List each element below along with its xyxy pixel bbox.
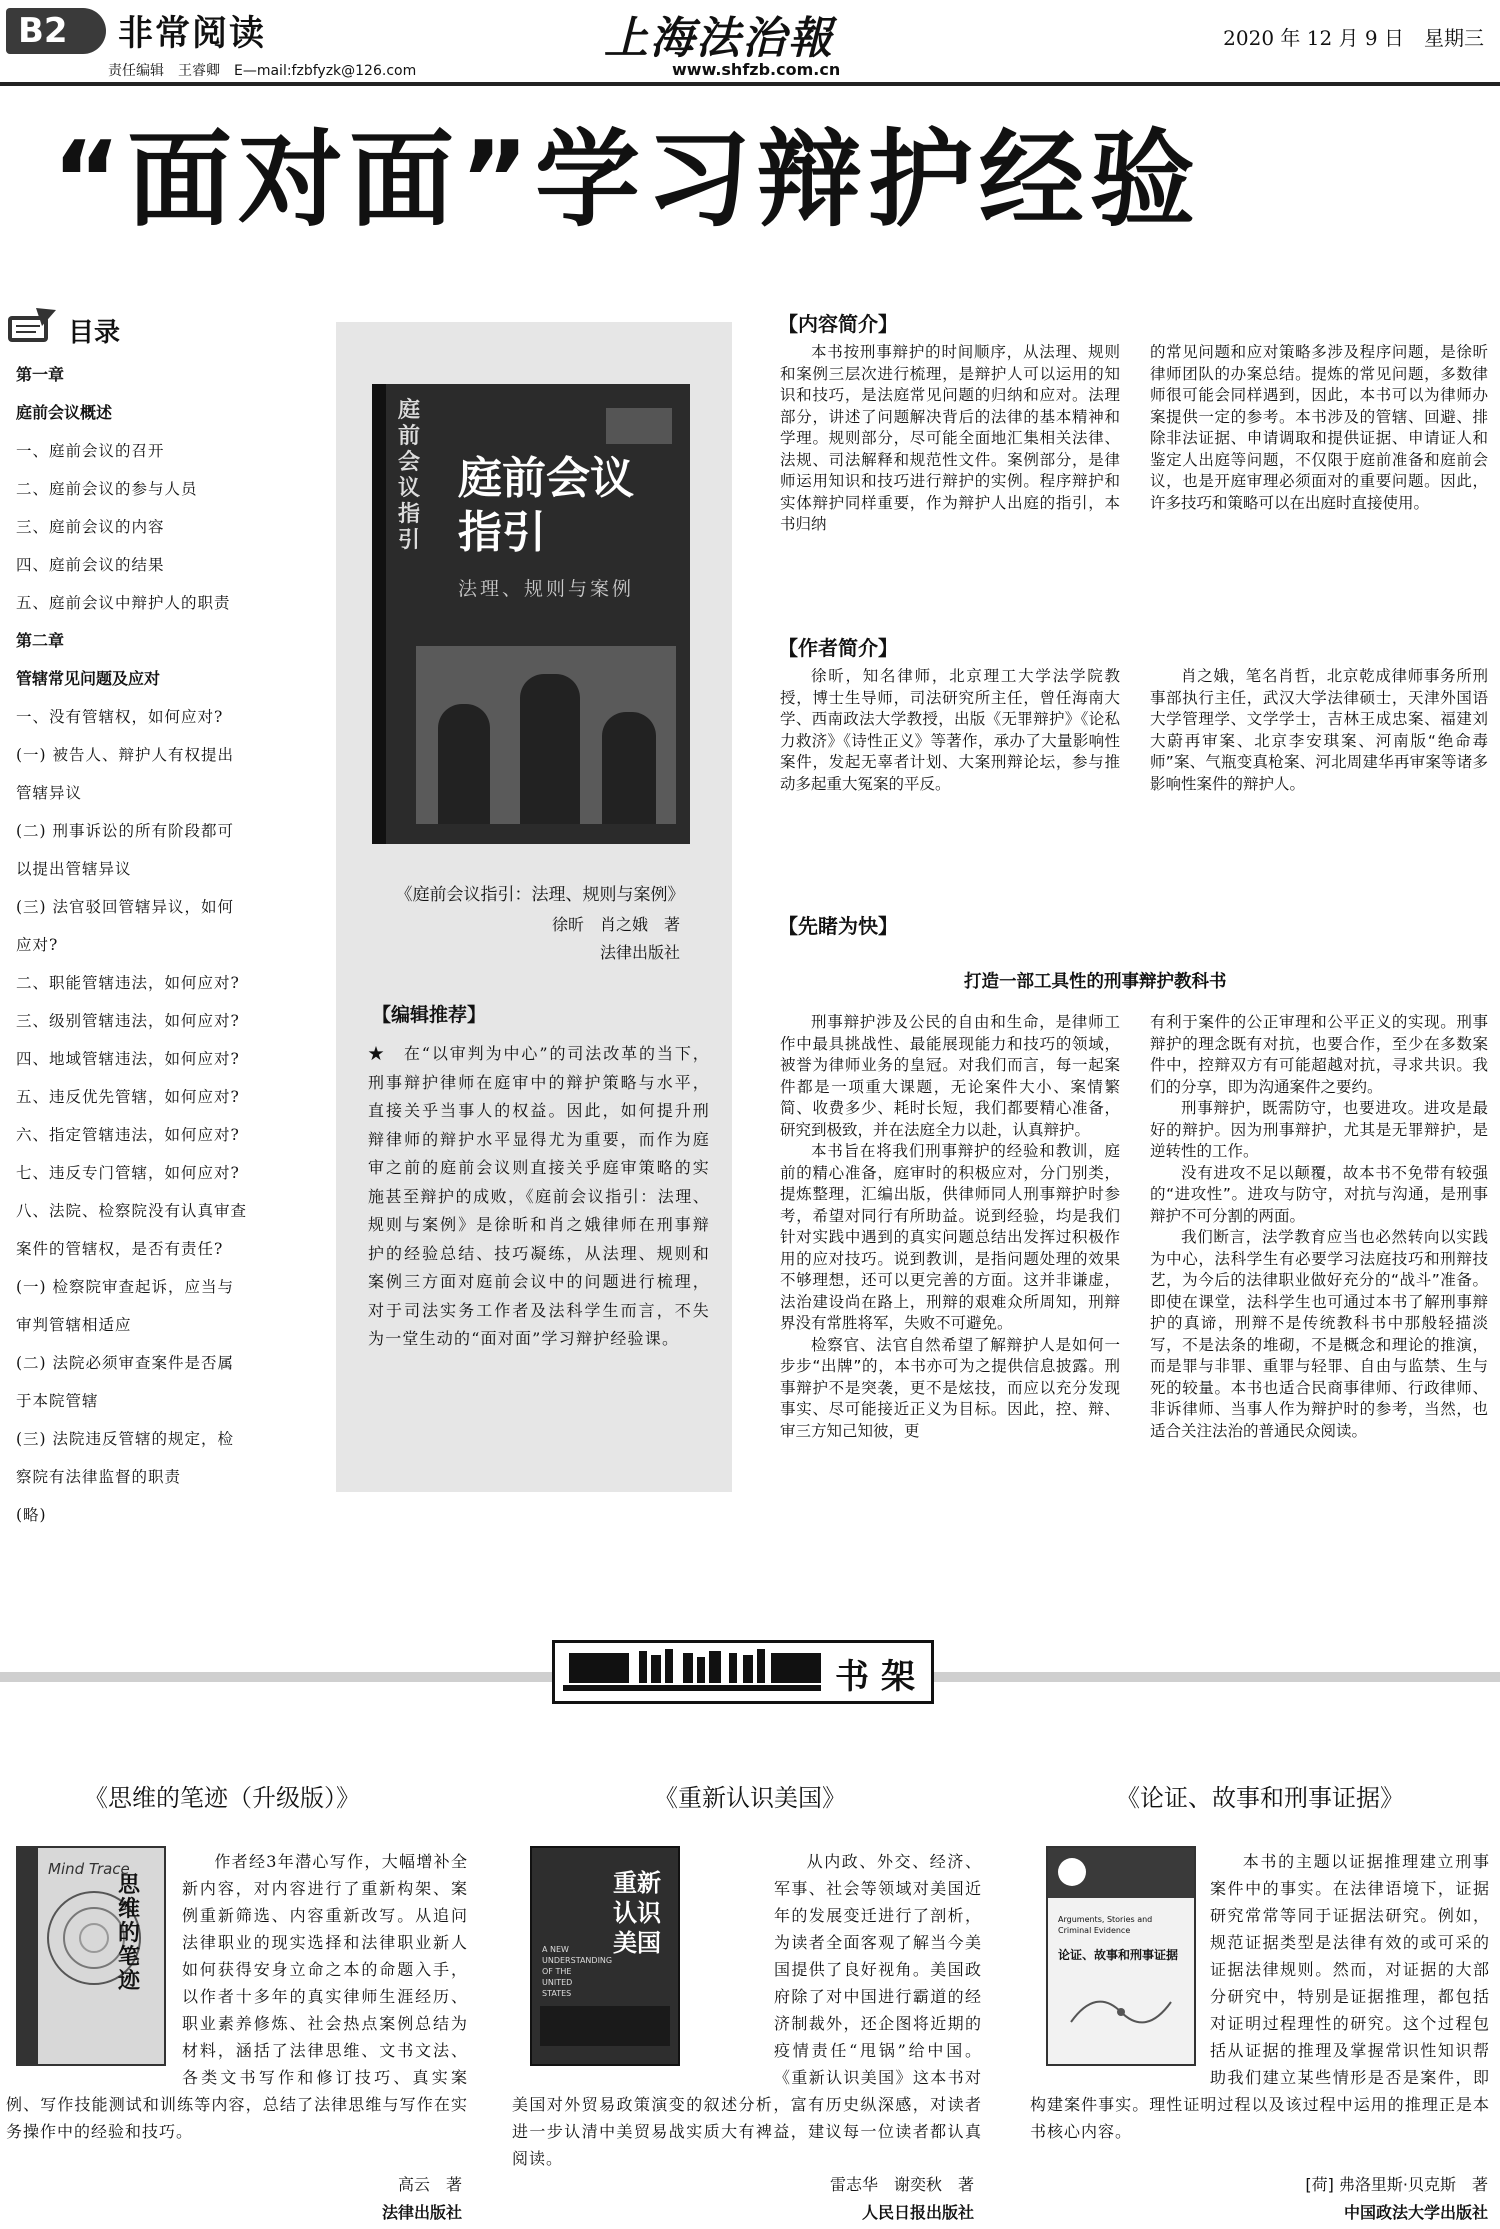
book-author: [荷] 弗洛里斯·贝克斯 著 <box>1305 2175 1488 2194</box>
cover-en-title: Arguments, Stories and Criminal Evidence <box>1058 1915 1153 1935</box>
toc-item: 八、法院、检察院没有认真审查 <box>16 1202 248 1220</box>
featured-book-publisher: 法律出版社 <box>599 943 680 962</box>
section-title: 非常阅读 <box>118 14 267 54</box>
toc-item: 以提出管辖异议 <box>16 860 132 878</box>
table-of-contents <box>16 356 278 1534</box>
preview-col2 <box>1150 1012 1488 1442</box>
toc-item: 三、庭前会议的内容 <box>16 518 165 536</box>
bookshelf-banner <box>552 1640 934 1704</box>
toc-item: 应对? <box>16 936 59 954</box>
preview-paragraph: 刑事辩护涉及公民的自由和生命，是律师工作中最具挑战性、最能展现能力和技巧的领域，被誉为律师业务的皇冠。对我们而言，每一起案件都是一项重大课题，无论案件大小、案情繁简、收费多少、耗时长短，我们都要精心准备，研究到极致，并在法庭全力以赴，认真辩护。 <box>780 1013 1120 1139</box>
toc-item: 审判管辖相适应 <box>16 1316 132 1334</box>
book-publisher: 人民日报出版社 <box>861 2203 974 2222</box>
book-description <box>512 1848 982 2172</box>
author-intro-heading: 【作者简介】 <box>778 636 898 660</box>
toc-item: (二) 法院必须审查案件是否属 <box>16 1354 235 1372</box>
toc-item: 二、职能管辖违法，如何应对? <box>16 974 240 992</box>
preview-paragraph: 我们断言，法学教育应当也必然转向以实践为中心，法科学生有必要学习法庭技巧和刑辩技艺，为今后的法律职业做好充分的“战斗”准备。即使在课堂，法科学生也可通过本书了解刑事辩护的真谛，刑辩不是传统教科书中那般轻描淡写，不是法条的堆砌，不是概念和理论的推演，而是罪与非罪、重罪与轻罪、自由与监禁、生与死的较量。本书也适合民商事律师、行政律师、非诉律师、当事人作为辩护时的参考，当然，也适合关注法治的普通民众阅读。 <box>1150 1228 1488 1440</box>
toc-chapter: 管辖常见问题及应对 <box>16 669 161 688</box>
preview-paragraph: 本书旨在将我们刑事辩护的经验和教训，庭前的精心准备，庭审时的积极应对，分门别类，提炼整理，汇编出版，供律师同人刑事辩护时参考，希望对同行有所助益。说到经验，均是我们针对实践中遇到的真实问题总结出发挥过积极作用的应对技巧。说到教训，是指问题处理的效果不够理想，还可以更完善的方面。这并非谦虚，法治建设尚在路上，刑辩的艰难众所周知，刑辩界没有常胜将军，失败不可避免。 <box>780 1142 1120 1332</box>
toc-chapter: 第二章 <box>16 631 65 650</box>
bookshelf-label: 书架 <box>835 1657 927 1697</box>
toc-item: 一、庭前会议的召开 <box>16 442 165 460</box>
toc-item: 二、庭前会议的参与人员 <box>16 480 198 498</box>
cover-title <box>458 452 634 560</box>
toc-item: (二) 刑事诉讼的所有阶段都可 <box>16 822 235 840</box>
cover-title-line1: 庭前会议 <box>458 453 634 504</box>
author-intro-text: 徐昕，知名律师，北京理工大学法学院教授，博士生导师，司法研究所主任，曾任海南大学、西南政法大学教授，出版《无罪辩护》《论私力救济》《诗性正义》等著作，承办了大量影响性案件，发起无辜者计划、大案刑辩论坛，参与推动多起重大冤案的平反。 <box>780 667 1120 793</box>
toc-item: (略) <box>16 1506 47 1524</box>
issue-date: 2020 年 12 月 9 日 星期三 <box>1223 26 1484 50</box>
book-description-text: 作者经3年潜心写作，大幅增补全新内容，对内容进行了重新构架、案例重新筛选、内容重新改写。从追问法律职业的现实选择和法律职业新人如何获得安身立命之本的命题入手，以作者十多年的真实律师生涯经历、职业素养修炼、社会热点案例总结为材料，涵括了法律思维、文书文法、各类文书写作和修订技巧、真实案例、写作技能测试和训练等内容，总结了法律思维与写作在实务操作中的经验和技巧。 <box>6 1852 468 2141</box>
bookshelf-icon <box>559 1647 825 1697</box>
cover-subtitle: 法理、规则与案例 <box>458 578 635 600</box>
featured-book-authors: 徐昕 肖之娥 著 <box>551 915 680 934</box>
book-title: 《重新认识美国》 <box>654 1784 846 1812</box>
cover-series-tag <box>606 408 672 444</box>
editor-line: 责任编辑 王睿卿 E—mail:fzbfyzk@126.com <box>108 63 417 79</box>
book-title: 《论证、故事和刑事证据》 <box>1116 1784 1404 1812</box>
cover-en-title: A NEW UNDERSTANDING OF THE UNITED STATES <box>542 1945 613 1998</box>
book-author: 雷志华 谢奕秋 著 <box>829 2175 974 2194</box>
book-description <box>1030 1848 1490 2145</box>
toc-item: 七、违反专门管辖，如何应对? <box>16 1164 240 1182</box>
cover-figure <box>602 712 656 824</box>
editor-recommendation-heading: 【编辑推荐】 <box>372 1004 487 1026</box>
cover-spine-title: 庭前会议指引 <box>397 398 420 553</box>
content-intro-col1 <box>780 342 1120 536</box>
page-badge: B2 <box>6 8 106 54</box>
scroll-quill-icon <box>6 306 58 346</box>
toc-item: 四、庭前会议的结果 <box>16 556 165 574</box>
book-publisher: 法律出版社 <box>381 2203 462 2222</box>
author-intro-col1 <box>780 666 1120 795</box>
cover-title: 思维的笔迹 <box>118 1873 141 1994</box>
book-description-text: 从内政、外交、经济、军事、社会等领域对美国近年的发展变迁进行了剖析，为读者全面客观了解当今美国提供了良好视角。美国政府除了对中国进行霸道的经济制裁外，还企图将近期的疫情责任“甩锅”给中国。《重新认识美国》这本书对美国对外贸易政策演变的叙述分析，富有历史纵深感，对读者进一步认清中美贸易战实质大有裨益，建议每一位读者都认真阅读。 <box>512 1852 982 2168</box>
toc-item: (三) 法院违反管辖的规定，检 <box>16 1430 235 1448</box>
main-headline: “面对面”学习辩护经验 <box>52 119 1202 241</box>
header-rule <box>0 82 1500 86</box>
toc-item: 一、没有管辖权，如何应对? <box>16 708 224 726</box>
content-intro-text: 的常见问题和应对策略多涉及程序问题，是徐昕律师团队的办案总结。提炼的常见问题，多数律师很可能会同样遇到，因此，本书可以为律师办案提供一定的参考。本书涉及的管辖、回避、排除非法证据、申请调取和提供证据、申请证人和鉴定人出庭等问题，不仅限于庭前准备和庭前会议，也是开庭审理必须面对的重要问题。因此，许多技巧和策略可以在出庭时直接使用。 <box>1150 343 1488 512</box>
toc-item: (一) 检察院审查起诉，应当与 <box>16 1278 235 1296</box>
toc-heading: 目录 <box>68 318 121 348</box>
content-intro-col2 <box>1150 342 1488 514</box>
toc-item: 察院有法律监督的职责 <box>16 1468 182 1486</box>
featured-book-cover <box>372 384 690 844</box>
preview-paragraph: 刑事辩护，既需防守，也要进攻。进攻是最好的辩护。因为刑事辩护，尤其是无罪辩护，是逆转性的工作。 <box>1150 1099 1488 1160</box>
toc-item: 案件的管辖权，是否有责任? <box>16 1240 224 1258</box>
toc-item: 六、指定管辖违法，如何应对? <box>16 1126 240 1144</box>
content-intro-heading: 【内容简介】 <box>778 312 898 336</box>
preview-heading: 【先睹为快】 <box>778 914 898 938</box>
toc-chapter: 第一章 <box>16 365 65 384</box>
cover-en-title: Mind Trace <box>48 1860 130 1878</box>
book-author: 高云 著 <box>397 2175 462 2194</box>
preview-paragraph: 有利于案件的公正审理和公平正义的实现。刑事辩护的理念既有对抗，也要合作，至少在多数案件中，控辩双方有可能超越对抗，寻求共识。我们的分享，即为沟通案件之要约。 <box>1150 1013 1488 1096</box>
book-publisher: 中国政法大学出版社 <box>1343 2203 1488 2222</box>
preview-paragraph: 没有进攻不足以颠覆，故本书不免带有较强的“进攻性”。进攻与防守，对抗与沟通，是刑事辩护不可分割的两面。 <box>1150 1163 1488 1225</box>
toc-item: 于本院管辖 <box>16 1392 99 1410</box>
cover-title: 论证、故事和刑事证据 <box>1058 1948 1179 1962</box>
cover-title: 重新认识美国 <box>613 1869 661 1957</box>
toc-item: 三、级别管辖违法，如何应对? <box>16 1012 240 1030</box>
newspaper-url: www.shfzb.com.cn <box>672 60 841 79</box>
toc-item: 四、地域管辖违法，如何应对? <box>16 1050 240 1068</box>
content-intro-text: 本书按刑事辩护的时间顺序，从法理、规则和案例三层次进行梳理，是辩护人可以运用的知识和技巧，是法庭常见问题的归纳和应对。法理部分，讲述了问题解决背后的法律的基本精神和学理。规则部分，尽可能全面地汇集相关法律、法规、司法解释和规范性文件。案例部分，是律师运用知识和技巧进行辩护的实例。程序辩护和实体辩护同样重要，作为辩护人出庭的指引，本书归纳 <box>780 343 1120 533</box>
cover-title-line2: 指引 <box>458 507 546 558</box>
toc-item: 五、庭前会议中辩护人的职责 <box>16 594 231 612</box>
author-intro-text: 肖之娥，笔名肖哲，北京乾成律师事务所刑事部执行主任，武汉大学法律硕士，天津外国语大学管理学、文学学士，吉林王成忠案、福建刘大蔚再审案、北京李安琪案、河南版“绝命毒师”案、气瓶变真枪案、河北周建华再审案等诸多影响性案件的辩护人。 <box>1150 667 1488 793</box>
preview-subheading: 打造一部工具性的刑事辩护教科书 <box>964 972 1227 992</box>
newspaper-logo: 上海法治報 <box>604 13 834 64</box>
book-description <box>6 1848 468 2145</box>
toc-chapter: 庭前会议概述 <box>16 403 113 422</box>
cover-figure <box>520 674 580 824</box>
book-title: 《思维的笔迹（升级版）》 <box>84 1784 360 1812</box>
book-description-text: 本书的主题以证据推理建立刑事案件中的事实。在法律语境下，证据研究常常等同于证据法研究。例如，规范证据类型是法律有效的或可采的证据法律规则。然而，对证据的大部分研究中，特别是证据推理，都包括对证明过程理性的研究。这个过程包括从证据的推理及掌握常识性知识帮助我们建立某些情形是否是案件，即构建案件事实。理性证明过程以及该过程中运用的推理正是本书核心内容。 <box>1030 1852 1490 2141</box>
author-intro-col2 <box>1150 666 1488 795</box>
toc-item: (一) 被告人、辩护人有权提出 <box>16 746 235 764</box>
toc-item: 管辖异议 <box>16 784 83 802</box>
preview-col1 <box>780 1012 1120 1442</box>
cover-photo <box>416 646 676 824</box>
featured-book-caption: 《庭前会议指引：法理、规则与案例》 <box>395 885 685 905</box>
toc-item: (三) 法官驳回管辖异议，如何 <box>16 898 235 916</box>
preview-paragraph: 检察官、法官自然希望了解辩护人是如何一步步“出牌”的，本书亦可为之提供信息披露。刑事辩护不是突袭，更不是炫技，而应以充分发现事实、尽可能接近正义为目标。因此，控、辩、审三方知己知彼，更 <box>780 1335 1120 1440</box>
cover-figure <box>438 704 490 824</box>
toc-item: 五、违反优先管辖，如何应对? <box>16 1088 240 1106</box>
editor-recommendation-text: ★ 在“以审判为中心”的司法改革的当下，刑事辩护律师在庭审中的辩护策略与水平，直接关乎当事人的权益。因此，如何提升刑辩律师的辩护水平显得尤为重要，而作为庭审之前的庭前会议则直接关乎庭审策略的实施甚至辩护的成败，《庭前会议指引：法理、规则与案例》是徐昕和肖之娥律师在刑事辩护的经验总结、技巧凝练，从法理、规则和案例三方面对庭前会议中的问题进行梳理，对于司法实务工作者及法科学生而言，不失为一堂生动的“面对面”学习辩护经验课。 <box>368 1044 710 1348</box>
